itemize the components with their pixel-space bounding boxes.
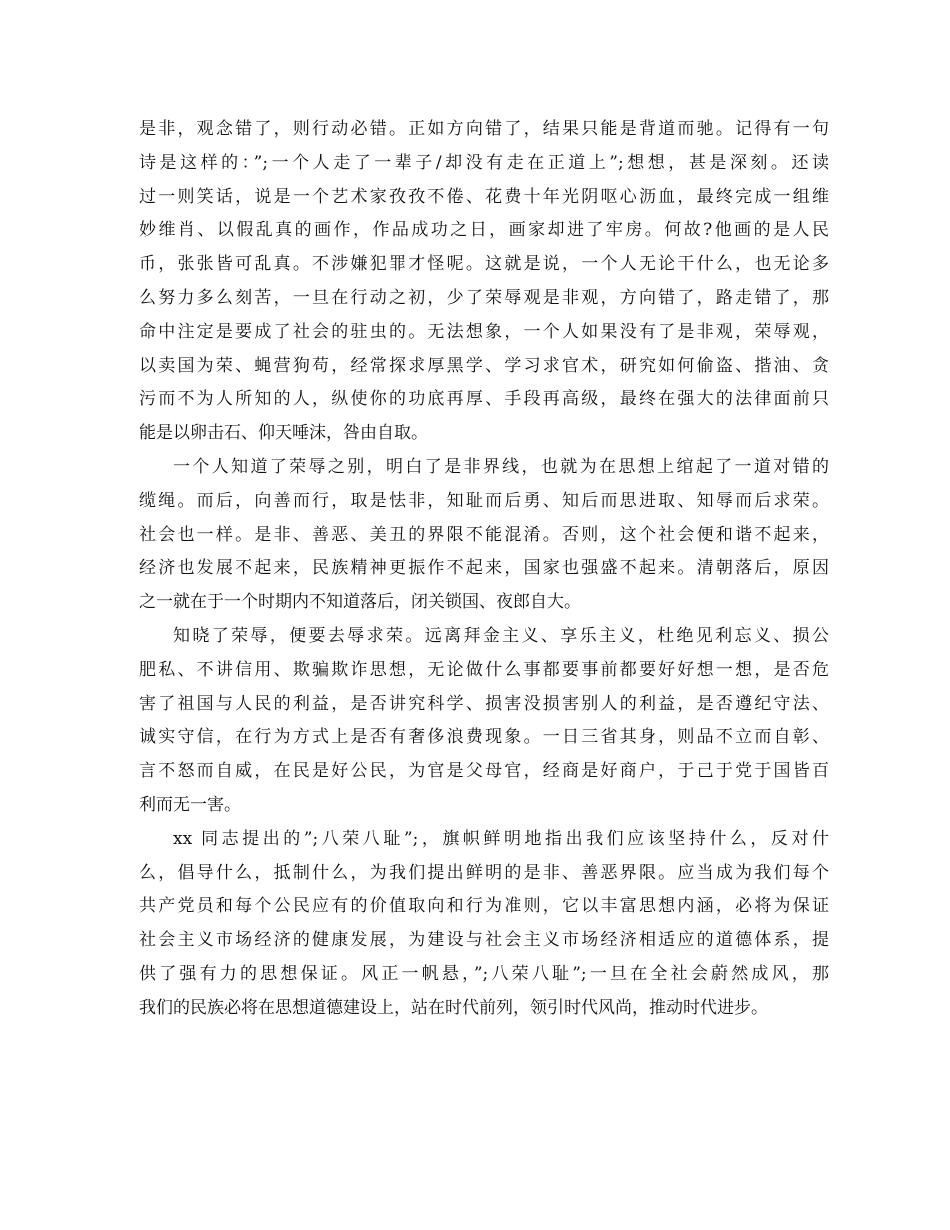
text-line: 社会主义市场经济的健康发展，为建设与社会主义市场经济相适应的道德体系，提 <box>139 930 829 951</box>
text-line: 么努力多么刻苦，一旦在行动之初，少了荣辱观是非观，方向错了，路走错了，那 <box>139 287 829 308</box>
text-line: 能是以卵击石、仰天唾沫，咎由自取。 <box>139 423 428 444</box>
text-line: 么，倡导什么，抵制什么，为我们提出鲜明的是非、善恶界限。应当成为我们每个 <box>139 862 829 883</box>
text-line: 妙维肖、以假乱真的画作，作品成功之日，画家却进了牢房。何故?他画的是人民 <box>139 220 829 241</box>
text-line: 是非，观念错了，则行动必错。正如方向错了，结果只能是背道而驰。记得有一句 <box>139 119 829 139</box>
text-line: 之一就在于一个时期内不知道落后，闭关锁国、夜郎自大。 <box>139 592 581 613</box>
text-line: 诗是这样的：”;一个人走了一辈子/却没有走在正道上”;想想，甚是深刻。还读 <box>139 152 829 173</box>
text-line: 污而不为人所知的人，纵使你的功底再厚、手段再高级，最终在强大的法律面前只 <box>139 389 829 410</box>
text-line: 一个人知道了荣辱之别，明白了是非界线，也就为在思想上绾起了一道对错的 <box>173 456 829 477</box>
text-line: 知晓了荣辱，便要去辱求荣。远离拜金主义、享乐主义，杜绝见利忘义、损公 <box>173 625 829 646</box>
text-line: 社会也一样。是非、善恶、美丑的界限不能混淆。否则，这个社会便和谐不起来， <box>139 524 829 545</box>
text-line: 经济也发展不起来，民族精神更振作不起来，国家也强盛不起来。清朝落后，原因 <box>139 558 829 579</box>
text-line: 供了强有力的思想保证。风正一帆悬，”;八荣八耻”;一旦在全社会蔚然成风，那 <box>139 963 829 984</box>
document-body <box>139 113 829 1026</box>
text-line: 以卖国为荣、蝇营狗苟，经常探求厚黑学、学习求官术，研究如何偷盗、揩油、贪 <box>139 355 829 376</box>
text-line: 共产党员和每个公民应有的价值取向和行为准则，它以丰富思想内涵，必将为保证 <box>139 896 829 917</box>
text-line: 诚实守信，在行为方式上是否有奢侈浪费现象。一日三省其身，则品不立而自彰、 <box>139 727 829 748</box>
text-line: xx 同志提出的”;八荣八耻”;，旗帜鲜明地指出我们应该坚持什么，反对什 <box>173 828 829 849</box>
text-line: 我们的民族必将在思想道德建设上，站在时代前列，领引时代风尚，推动时代进步。 <box>139 997 768 1018</box>
text-line: 害了祖国与人民的利益，是否讲究科学、损害没损害别人的利益，是否遵纪守法、 <box>139 693 829 714</box>
text-line: 利而无一害。 <box>139 794 241 815</box>
text-line: 过一则笑话，说是一个艺术家孜孜不倦、花费十年光阴呕心沥血，最终完成一组维 <box>139 186 829 207</box>
text-line: 肥私、不讲信用、欺骗欺诈思想，无论做什么事都要事前都要好好想一想，是否危 <box>139 659 829 680</box>
text-line: 命中注定是要成了社会的驻虫的。无法想象，一个人如果没有了是非观，荣辱观， <box>139 321 829 342</box>
text-line: 言不怒而自威，在民是好公民，为官是父母官，经商是好商户，于己于党于国皆百 <box>139 761 829 782</box>
text-line: 缆绳。而后，向善而行，取是怯非，知耻而后勇、知后而思进取、知辱而后求荣。 <box>139 490 829 511</box>
text-line: 币，张张皆可乱真。不涉嫌犯罪才怪呢。这就是说，一个人无论干什么，也无论多 <box>139 254 829 275</box>
